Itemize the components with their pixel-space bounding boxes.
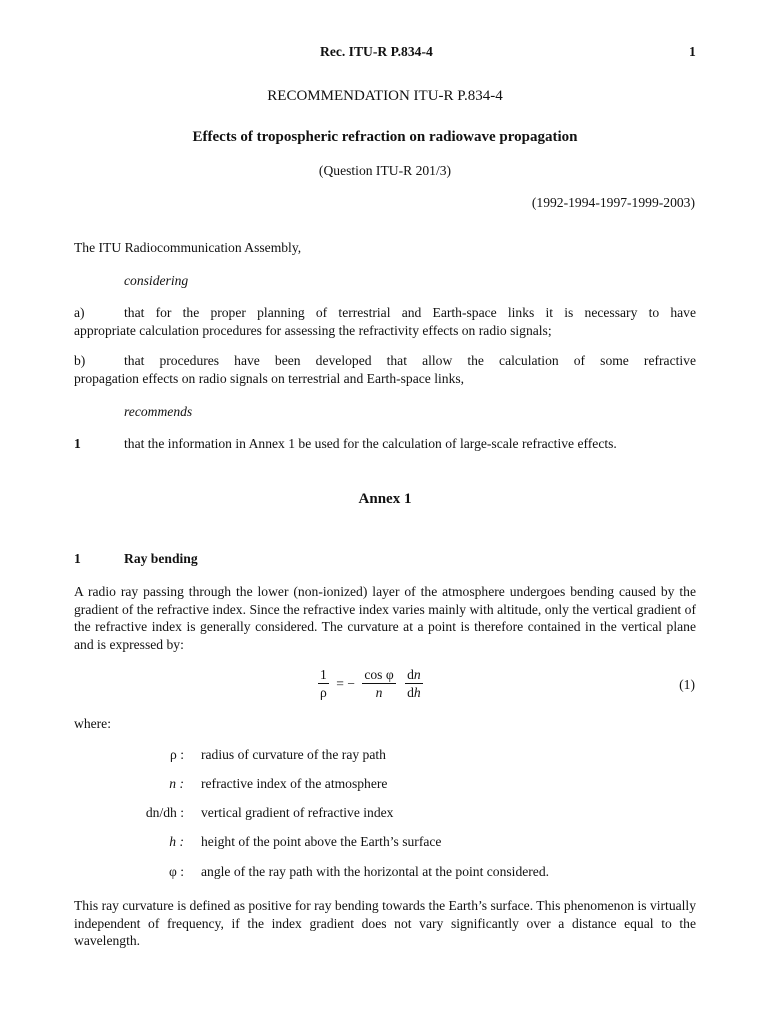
equation-1 xyxy=(318,666,423,706)
recommendation-title: RECOMMENDATION ITU-R P.834-4 xyxy=(267,88,503,104)
fraction-denominator: ρ xyxy=(320,685,327,700)
item-b-label: b) xyxy=(74,353,86,368)
definition-symbol: ρ : xyxy=(170,747,184,762)
definition-text: refractive index of the atmosphere xyxy=(201,776,388,791)
item-b-rest: propagation effects on radio signals on terrestrial and Earth-space links, xyxy=(74,371,465,386)
item-a-first-line: that for the proper planning of terrestrial and Earth-space links it is necessary to have xyxy=(124,305,696,320)
definition-symbol: n : xyxy=(169,776,184,791)
considering-heading: considering xyxy=(124,273,189,288)
definition-symbol: dn/dh : xyxy=(145,805,184,820)
fraction-denominator: n xyxy=(375,685,383,700)
page-number: 1 xyxy=(689,44,696,59)
item-a-label: a) xyxy=(74,305,85,320)
revision-dates: (1992-1994-1997-1999-2003) xyxy=(531,195,695,210)
definition-text: radius of curvature of the ray path xyxy=(201,747,386,762)
section-title: Ray bending xyxy=(124,551,198,566)
annex-title: Annex 1 xyxy=(358,491,412,507)
variable-n: n xyxy=(413,667,421,682)
where-label: where: xyxy=(74,716,111,731)
item-b-first-line: that procedures have been developed that allow the calculation of some refractive xyxy=(124,353,696,368)
item-a-rest: appropriate calculation procedures for assessing the refractivity effects on radio signals; xyxy=(74,323,552,338)
ray-bending-paragraph: A radio ray passing through the lower (non-ionized) layer of the atmosphere undergoes bending caused by the gradient of the refractive index. Since the refractive index varies mainly with altitude, only the vertical gradient of the refractive index is generally considered. The curvature at a point is therefore contained in the vertical plane and is expressed by: xyxy=(74,584,696,652)
fraction-dn-over-dh xyxy=(405,666,423,701)
recommends-heading: recommends xyxy=(124,404,193,419)
assembly-line: The ITU Radiocommunication Assembly, xyxy=(74,240,302,255)
fraction-numerator: cos φ xyxy=(364,667,394,682)
differential-d: d xyxy=(407,685,414,700)
section-number: 1 xyxy=(74,551,81,566)
question-reference: (Question ITU-R 201/3) xyxy=(318,163,452,178)
equals-minus: = − xyxy=(336,675,355,691)
equation-number: (1) xyxy=(679,677,695,692)
fraction-numerator xyxy=(405,666,423,684)
differential-d: d xyxy=(407,667,414,682)
curvature-sign-paragraph: This ray curvature is defined as positive for ray bending towards the Earth’s surface. This phenomenon is virtually independent of frequency, if the index gradient does not vary significantly over a distance equal to the wavelength. xyxy=(74,898,696,948)
definition-text: height of the point above the Earth’s surface xyxy=(201,834,442,849)
recommendation-1-text: that the information in Annex 1 be used for the calculation of large-scale refractive effects. xyxy=(124,436,617,451)
fraction-cos-phi-over-n xyxy=(362,666,395,701)
variable-h: h xyxy=(413,685,421,700)
definition-symbol: φ : xyxy=(168,864,184,879)
definition-symbol: h : xyxy=(169,834,184,849)
running-header: Rec. ITU-R P.834-4 xyxy=(320,44,433,59)
definition-text: vertical gradient of refractive index xyxy=(201,805,394,820)
fraction-denominator xyxy=(405,684,423,701)
fraction-one-over-rho xyxy=(318,666,329,701)
fraction-numerator: 1 xyxy=(320,667,327,682)
recommendation-1-number: 1 xyxy=(74,436,81,451)
definition-text: angle of the ray path with the horizontal at the point considered. xyxy=(201,864,550,879)
document-subject: Effects of tropospheric refraction on radiowave propagation xyxy=(192,129,578,145)
